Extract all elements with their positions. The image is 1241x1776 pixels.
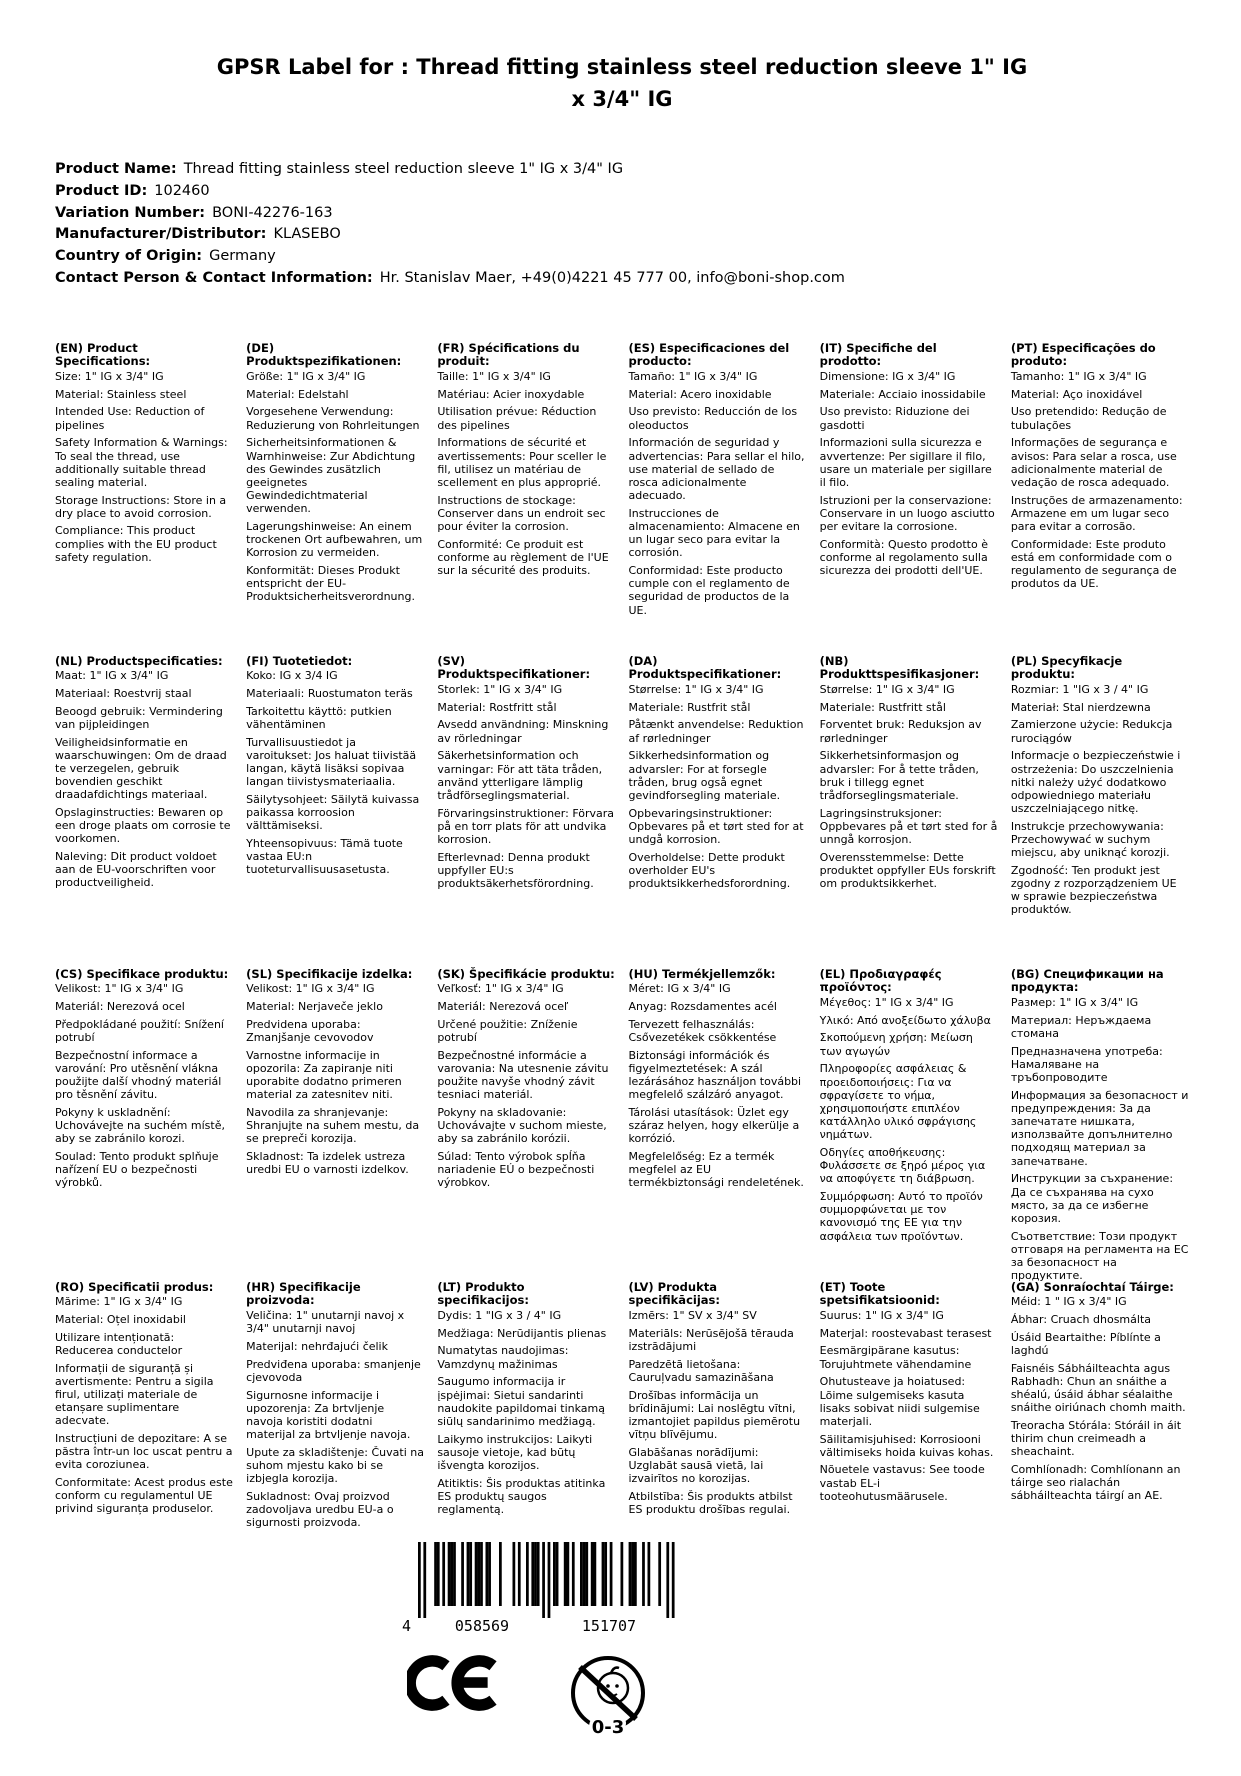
barcode-group1-digits: 058569 [454, 1616, 510, 1634]
language-section-hr [246, 1281, 424, 1534]
spec-paragraph: Suurus: 1" IG x 3/4" IG [819, 1309, 944, 1323]
ean13-barcode [400, 1542, 700, 1634]
language-section-fi [246, 655, 424, 968]
country-of-origin-value: Germany [209, 248, 276, 264]
spec-paragraph: Υλικό: Από ανοξείδωτο χάλυβα [819, 1013, 991, 1027]
spec-paragraph: Vorgesehene Verwendung: Reduzierung von Rohrleitungen [246, 405, 420, 432]
section-body [629, 683, 807, 890]
language-section-en [55, 342, 233, 655]
section-header: (SV) Produktspecifikationer: [437, 653, 591, 682]
section-header: (HU) Termékjellemzők: [628, 966, 776, 981]
spec-paragraph: Informații de siguranță și avertismente: Pentru a sigila firul, utilizați materiale de etanșare suplimentare adecvate. [55, 1361, 214, 1428]
spec-paragraph: Συμμόρφωση: Αυτό το προϊόν συμμορφώνεται με τον κανονισμό της ΕΕ για την ασφάλεια των προϊόντων. [819, 1190, 983, 1243]
page-title: GPSR Label for : Thread fitting stainless steel reduction sleeve 1" IG x 3/4" IG [216, 55, 1028, 111]
spec-paragraph: Material: Aço inoxidável [1010, 387, 1143, 401]
spec-paragraph: Taille: 1" IG x 3/4" IG [437, 370, 551, 384]
section-header: (HR) Specifikacije proizvoda: [246, 1279, 361, 1308]
spec-paragraph: Bezpečnostní informace a varování: Pro utěsnění vlákna použijte další vhodný materiál pro těsnění závitu. [55, 1048, 222, 1102]
spec-paragraph: Opbevaringsinstruktioner: Opbevares på et tørt sted for at undgå korrosion. [628, 806, 804, 846]
section-body [629, 370, 807, 617]
spec-paragraph: Istruzioni per la conservazione: Conservare in un luogo asciutto per evitare la corrosione. [819, 493, 995, 533]
language-sections-grid [55, 342, 1189, 1534]
spec-paragraph: Tamaño: 1" IG x 3/4" IG [628, 370, 758, 384]
spec-paragraph: Lagringsinstruksjoner: Oppbevares på et tørt sted for å unngå korrosjon. [819, 806, 998, 846]
spec-paragraph: Πληροφορίες ασφάλειας & προειδοποιήσεις: Για να σφραγίσετε το νήμα, χρησιμοποιήστε επιπλέον κατάλληλο υλικό σφράγισης νημάτων. [819, 1062, 977, 1142]
spec-paragraph: Größe: 1" IG x 3/4" IG [246, 370, 366, 384]
spec-paragraph: Utilizare intenționată: Reducerea conductelor [55, 1330, 183, 1357]
spec-paragraph: Overholdelse: Dette produkt overholder EU's produktsikkerhedsforordning. [628, 850, 791, 891]
section-body [820, 683, 998, 890]
section-body [55, 669, 233, 889]
section-body [437, 683, 615, 890]
contact-label: Contact Person & Contact Information: [55, 269, 373, 286]
section-header: (ET) Toote spetsifikatsioonid: [819, 1279, 940, 1308]
spec-paragraph: Biztonsági információk és figyelmeztetések: A szál lezárásához használjon további megfelelő szálzáró anyagot. [628, 1048, 802, 1102]
spec-paragraph: Materiaali: Ruostumaton teräs [246, 686, 413, 700]
spec-paragraph: Dydis: 1 "IG x 3 / 4" IG [437, 1309, 562, 1323]
spec-paragraph: Turvallisuustiedot ja varoitukset: Jos haluat tiivistää langan, käytä lisäksi sopivaa langan tiivistysmateriaalia. [246, 735, 417, 789]
section-header: (FI) Tuotetiedot: [246, 653, 353, 668]
language-section-it [820, 342, 998, 655]
barcode-group2-digits: 151707 [581, 1616, 637, 1634]
language-section-et [820, 1281, 998, 1534]
spec-paragraph: Velikost: 1" IG x 3/4" IG [55, 982, 184, 996]
language-section-bg [1011, 968, 1189, 1281]
spec-paragraph: Materiale: Rustfritt stål [819, 700, 946, 714]
spec-paragraph: Informacje o bezpieczeństwie i ostrzeżenia: Do uszczelnienia nitki należy użyć dodatkowo odpowiedniego materiału uszczelniającego nitkę. [1010, 749, 1181, 816]
spec-paragraph: Sikkerhedsinformation og advarsler: For at forsegle tråden, brug også egnet gevindforsegling materiale. [628, 749, 781, 802]
language-section-el [820, 968, 998, 1281]
spec-paragraph: Forventet bruk: Reduksjon av rørledninger [819, 718, 982, 745]
language-section-cs [55, 968, 233, 1281]
spec-paragraph: Laikymo instrukcijos: Laikyti sausoje vietoje, kad būtų išvengta korozijos. [437, 1432, 593, 1472]
spec-paragraph: Materijal: nehrđajući čelik [246, 1339, 388, 1353]
spec-paragraph: Informazioni sulla sicurezza e avvertenze: Per sigillare il filo, usare un materiale per sigillare il filo. [819, 436, 992, 489]
spec-paragraph: Size: 1" IG x 3/4" IG [55, 370, 164, 384]
language-section-ga [1011, 1281, 1189, 1534]
spec-paragraph: Materiale: Acciaio inossidabile [819, 387, 986, 401]
country-of-origin-row [55, 246, 1189, 268]
spec-paragraph: Instrucciones de almacenamiento: Almacene en un lugar seco para evitar la corrosión. [628, 506, 800, 560]
spec-paragraph: Safety Information & Warnings: To seal the thread, use additionally suitable thread sealing material. [55, 436, 228, 489]
spec-paragraph: Uso previsto: Riduzione dei gasdotti [819, 405, 970, 432]
spec-paragraph: Pokyny na skladovanie: Uchovávajte v suchom mieste, aby sa zabránilo korózii. [437, 1105, 607, 1146]
spec-paragraph: Dimensione: IG x 3/4" IG [819, 370, 956, 384]
spec-paragraph: Pokyny k uskladnění: Uchovávejte na suchém místě, aby se zabránilo korozi. [55, 1105, 225, 1146]
section-body [629, 982, 807, 1189]
product-id-label: Product ID: [55, 182, 148, 199]
spec-paragraph: Koko: IG x 3/4 IG [246, 669, 338, 683]
spec-paragraph: Storage Instructions: Store in a dry place to avoid corrosion. [55, 493, 227, 520]
spec-paragraph: Informações de segurança e avisos: Para selar a rosca, use adicionalmente material de vedação de rosca adequado. [1010, 436, 1177, 489]
spec-paragraph: Instrukcje przechowywania: Przechowywać w suchym miejscu, aby uniknąć korozji. [1010, 819, 1170, 860]
spec-paragraph: Avsedd användning: Minskning av rörledningar [437, 718, 609, 745]
section-body [246, 669, 424, 876]
spec-paragraph: Materiāls: Nerūsējošā tērauda izstrādājumi [628, 1326, 794, 1353]
spec-paragraph: Conformité: Ce produit est conforme au règlement de l'UE sur la sécurité des produits. [437, 537, 609, 578]
product-name-label: Product Name: [55, 161, 177, 177]
spec-paragraph: Efterlevnad: Denna produkt uppfyller EU:s produktsäkerhetsförordning. [437, 850, 594, 891]
spec-paragraph: Naleving: Dit product voldoet aan de EU-voorschriften voor productveiligheid. [55, 850, 217, 890]
spec-paragraph: Säilytysohjeet: Säilytä kuivassa paikassa korroosion välttämiseksi. [246, 792, 420, 833]
language-section-hu [629, 968, 807, 1281]
spec-paragraph: Μέγεθος: 1" IG x 3/4" IG [819, 996, 954, 1010]
section-body [1011, 996, 1189, 1282]
spec-paragraph: Предназначена употреба: Намаляване на тръбопроводите [1010, 1044, 1163, 1085]
country-of-origin-label: Country of Origin: [55, 248, 203, 264]
section-header: (LT) Produkto specifikacijos: [437, 1279, 529, 1308]
spec-paragraph: Beoogd gebruik: Vermindering van pijpleidingen [55, 704, 223, 731]
section-body [820, 996, 998, 1243]
section-header: (RO) Specificatii produs: [55, 1279, 214, 1294]
spec-paragraph: Størrelse: 1" IG x 3/4" IG [628, 683, 764, 697]
age-warning-0-3-icon [565, 1652, 651, 1746]
spec-paragraph: Méret: IG x 3/4" IG [628, 982, 731, 996]
spec-paragraph: Eesmärgipärane kasutus: Torujuhtmete vähendamine [819, 1344, 972, 1371]
section-body [1011, 1295, 1189, 1502]
spec-paragraph: Nõuetele vastavus: See toode vastab EL-i tooteohutusmäärusele. [819, 1463, 985, 1503]
spec-paragraph: Mărime: 1" IG x 3/4" IG [55, 1295, 183, 1309]
spec-paragraph: Uso pretendido: Redução de tubulações [1010, 405, 1167, 432]
spec-paragraph: Material: Acero inoxidable [628, 387, 772, 401]
spec-paragraph: Varnostne informacije in opozorila: Za zapiranje niti uporabite dodatno primeren material za zatesnitev niti. [246, 1048, 402, 1102]
variation-number-value: BONI-42276-163 [212, 204, 333, 221]
language-section-pt [1011, 342, 1189, 655]
spec-paragraph: Material: Oțel inoxidabil [55, 1312, 186, 1326]
product-id-value: 102460 [154, 182, 210, 199]
spec-paragraph: Material: Nerjaveče jeklo [246, 999, 383, 1013]
spec-paragraph: Veličina: 1" unutarnji navoj x 3/4" unutarnji navoj [246, 1309, 405, 1336]
spec-paragraph: Velikost: 1" IG x 3/4" IG [246, 982, 375, 996]
spec-paragraph: Izmērs: 1" SV x 3/4" SV [628, 1309, 757, 1323]
section-header: (BG) Спецификации на продукта: [1010, 966, 1164, 995]
spec-paragraph: Conformità: Questo prodotto è conforme al regolamento sulla sicurezza dei prodotti dell'UE. [819, 537, 988, 578]
spec-paragraph: Medžiaga: Nerūdijantis plienas [437, 1326, 607, 1340]
section-header: (EN) Product Specifications: [55, 340, 151, 369]
spec-paragraph: Intended Use: Reduction of pipelines [55, 405, 205, 432]
product-name-value: Thread fitting stainless steel reduction sleeve 1" IG x 3/4" IG [183, 161, 624, 177]
spec-paragraph: Instrucțiuni de depozitare: A se păstra într-un loc uscat pentru a evita coroziunea. [55, 1431, 233, 1472]
spec-paragraph: Overensstemmelse: Dette produktet oppfyller EUs forskrift om produktsikkerhet. [819, 850, 996, 891]
barcode-left-digit: 4 [402, 1616, 412, 1634]
section-header: (PL) Specyfikacje produktu: [1010, 653, 1123, 682]
spec-paragraph: Glabāšanas norādījumi: Uzglabāt sausā vietā, lai izvairītos no korozijas. [628, 1445, 764, 1486]
spec-paragraph: Méid: 1 " IG x 3/4" IG [1010, 1295, 1127, 1309]
section-header: (CS) Specifikace produktu: [55, 966, 229, 981]
compliance-symbols [407, 1652, 1189, 1746]
product-id-row [55, 181, 1189, 203]
spec-paragraph: Atbilstība: Šis produkts atbilst ES produktu drošības regulai. [628, 1489, 793, 1517]
spec-paragraph: Megfelelőség: Ez a termék megfelel az EU termékbiztonsági rendeletének. [628, 1149, 804, 1190]
spec-paragraph: Información de seguridad y advertencias: Para sellar el hilo, use material de sellado de rosca adicionalmente adecuado. [628, 436, 805, 503]
spec-paragraph: Skladnost: Ta izdelek ustreza uredbi EU o varnosti izdelkov. [246, 1149, 409, 1177]
section-header: (DA) Produktspecifikationer: [628, 653, 782, 682]
spec-paragraph: Conformidade: Este produto está em conformidade com o regulamento de segurança de produtos da UE. [1010, 537, 1177, 591]
spec-paragraph: Påtænkt anvendelse: Reduktion af rørledninger [628, 718, 804, 745]
spec-paragraph: Säkerhetsinformation och varningar: För att täta tråden, använd ytterligare lämplig trådförseglingsmaterial. [437, 749, 603, 802]
spec-paragraph: Saugumo informacija ir įspėjimai: Sietui sandarinti naudokite papildomai tinkamą siūlų sandarinimo medžiagą. [437, 1375, 605, 1428]
spec-paragraph: Material: Stainless steel [55, 387, 187, 401]
spec-paragraph: Predviđena uporaba: smanjenje cjevovoda [246, 1357, 421, 1384]
spec-paragraph: Instructions de stockage: Conserver dans un endroit sec pour éviter la corrosion. [437, 493, 606, 533]
spec-paragraph: Tamanho: 1" IG x 3/4" IG [1010, 370, 1147, 384]
language-section-nl [55, 655, 233, 968]
language-section-sk [437, 968, 615, 1281]
section-body [246, 370, 424, 604]
manufacturer-row [55, 224, 1189, 246]
section-header: (SK) Špecifikácie produktu: [437, 966, 615, 981]
spec-paragraph: Sicherheitsinformationen & Warnhinweise: Zur Abdichtung des Gewindes zusätzlich geeignetes Gewindedichtmaterial verwenden. [246, 436, 416, 516]
spec-paragraph: Anyag: Rozsdamentes acél [628, 999, 777, 1013]
contact-value: Hr. Stanislav Maer, +49(0)4221 45 777 00, info@boni-shop.com [379, 269, 845, 286]
section-header: (EL) Προδιαγραφές προϊόντος: [819, 966, 942, 995]
spec-paragraph: Zgodność: Ten produkt jest zgodny z rozporządzeniem UE w sprawie bezpieczeństwa produktów. [1010, 863, 1177, 917]
spec-paragraph: Maat: 1" IG x 3/4" IG [55, 669, 169, 683]
spec-paragraph: Atitiktis: Šis produktas atitinka ES produktų saugos reglamentą. [437, 1476, 606, 1517]
spec-paragraph: Úsáid Beartaithe: Píblínte a laghdú [1010, 1330, 1161, 1357]
language-section-lv [629, 1281, 807, 1534]
spec-paragraph: Veľkosť: 1" IG x 3/4" IG [437, 982, 564, 996]
spec-paragraph: Tervezett felhasználás: Csővezetékek csökkentése [628, 1017, 777, 1044]
section-body [55, 370, 233, 564]
spec-paragraph: Matériau: Acier inoxydable [437, 387, 585, 401]
spec-paragraph: Treoracha Stórála: Stóráil in áit thirim chun creimeadh a sheachaint. [1010, 1418, 1182, 1459]
language-section-ro [55, 1281, 233, 1534]
spec-paragraph: Súlad: Tento výrobok spĺňa nariadenie EÚ o bezpečnosti výrobkov. [437, 1149, 595, 1190]
spec-paragraph: Информация за безопасност и предупреждения: За да запечатате нишката, използвайте допълнително подходящ материал за запечатване. [1010, 1088, 1189, 1168]
spec-paragraph: Navodila za shranjevanje: Shranjujte na suhem mestu, da se prepreči korozija. [246, 1105, 420, 1146]
spec-paragraph: Predvidena uporaba: Zmanjšanje cevovodov [246, 1017, 374, 1044]
section-header: (SL) Specifikacije izdelka: [246, 966, 413, 981]
spec-paragraph: Instruções de armazenamento: Armazene em um lugar seco para evitar a corrosão. [1010, 493, 1183, 533]
language-section-fr [437, 342, 615, 655]
spec-paragraph: Předpokládané použití: Snížení potrubí [55, 1017, 224, 1044]
section-header: (NL) Productspecificaties: [55, 653, 223, 668]
spec-paragraph: Ohutusteave ja hoiatused: Lõime sulgemiseks kasuta lisaks sobivat niidi sulgemise materjali. [819, 1375, 980, 1428]
product-info [55, 159, 1189, 290]
section-body [437, 370, 615, 577]
section-header: (FR) Spécifications du produit: [437, 340, 580, 369]
language-section-es [629, 342, 807, 655]
spec-paragraph: Материал: Неръждаема стомана [1010, 1013, 1152, 1040]
section-body [1011, 683, 1189, 917]
spec-paragraph: Opslaginstructies: Bewaren op een droge plaats om corrosie te voorkomen. [55, 805, 231, 846]
spec-paragraph: Lagerungshinweise: An einem trockenen Ort aufbewahren, um Korrosion zu vermeiden. [246, 519, 423, 560]
spec-paragraph: Storlek: 1" IG x 3/4" IG [437, 683, 563, 697]
section-body [246, 982, 424, 1176]
section-header: (ES) Especificaciones del producto: [628, 340, 790, 369]
spec-paragraph: Ábhar: Cruach dhosmálta [1010, 1312, 1151, 1326]
spec-paragraph: Съответствие: Този продукт отговаря на регламента на ЕС за безопасност на продуктите. [1010, 1229, 1189, 1283]
section-body [820, 1309, 998, 1503]
spec-paragraph: Numatytas naudojimas: Vamzdynų mažinimas [437, 1344, 569, 1371]
spec-paragraph: Materjal: roostevabast terasest [819, 1326, 992, 1340]
spec-paragraph: Conformitate: Acest produs este conform cu regulamentul UE privind siguranța produselor. [55, 1476, 233, 1516]
spec-paragraph: Tárolási utasítások: Üzlet egy száraz helyen, hogy elkerülje a korrózió. [628, 1105, 800, 1146]
section-body [437, 1309, 615, 1516]
spec-paragraph: Materiál: Nerezová ocel [55, 999, 185, 1013]
contact-row [55, 268, 1189, 290]
spec-paragraph: Sukladnost: Ovaj proizvod zadovoljava uredbu EU-a o sigurnosti proizvoda. [246, 1489, 394, 1530]
section-header: (PT) Especificações do produto: [1010, 340, 1156, 369]
section-body [820, 370, 998, 577]
age-warning-label: 0-3 [591, 1716, 625, 1738]
section-header: (NB) Produkttspesifikasjoner: [819, 653, 980, 682]
spec-paragraph: Tarkoitettu käyttö: putkien vähentäminen [246, 704, 392, 731]
spec-paragraph: Materiaal: Roestvrij staal [55, 686, 192, 700]
spec-paragraph: Σκοπούμενη χρήση: Μείωση των αγωγών [819, 1031, 973, 1058]
spec-paragraph: Materiale: Rustfrit stål [628, 700, 751, 714]
spec-paragraph: Comhlíonadh: Comhlíonann an táirge seo rialachán sábháilteachta táirgí an AE. [1010, 1462, 1181, 1503]
spec-paragraph: Compliance: This product complies with the EU product safety regulation. [55, 524, 217, 564]
spec-paragraph: Sigurnosne informacije i upozorenja: Za brtvljenje navoja koristiti dodatni materijal za brtvljenje navoja. [246, 1388, 411, 1442]
spec-paragraph: Οδηγίες αποθήκευσης: Φυλάσσετε σε ξηρό μέρος για να αποφύγετε τη διάβρωση. [819, 1145, 986, 1186]
spec-paragraph: Faisnéis Sábháilteachta agus Rabhadh: Chun an snáithe a shéalú, úsáid ábhar séalaithe snáithe oiriúnach chomh maith. [1010, 1361, 1186, 1415]
section-header: (DE) Produktspezifikationen: [246, 340, 402, 369]
section-body [1011, 370, 1189, 590]
language-section-pl [1011, 655, 1189, 968]
spec-paragraph: Размер: 1" IG x 3/4" IG [1010, 996, 1139, 1010]
section-header: (IT) Specifiche del prodotto: [819, 340, 937, 369]
spec-paragraph: Paredzētā lietošana: Cauruļvadu samazināšana [628, 1357, 774, 1384]
spec-paragraph: Materiał: Stal nierdzewna [1010, 700, 1151, 714]
spec-paragraph: Инструкции за съхранение: Да се съхранява на сухо място, за да се избегне корозия. [1010, 1172, 1174, 1225]
variation-number-label: Variation Number: [55, 204, 206, 221]
section-body [55, 982, 233, 1189]
spec-paragraph: Størrelse: 1" IG x 3/4" IG [819, 683, 955, 697]
manufacturer-value: KLASEBO [273, 226, 341, 243]
product-name-row [55, 159, 1189, 181]
section-body [55, 1295, 233, 1515]
spec-paragraph: Rozmiar: 1 "IG x 3 / 4" IG [1010, 683, 1149, 697]
spec-paragraph: Informations de sécurité et avertissements: Pour sceller le fil, utilisez un matériau de scellement en plus approprié. [437, 436, 607, 489]
spec-paragraph: Yhteensopivuus: Tämä tuote vastaa EU:n tuoteturvallisuusasetusta. [246, 836, 403, 877]
language-section-lt [437, 1281, 615, 1534]
spec-paragraph: Soulad: Tento produkt splňuje nařízení EU o bezpečnosti výrobků. [55, 1149, 219, 1190]
spec-paragraph: Bezpečnostné informácie a varovania: Na utesnenie závitu použite navyše vhodný závit tesniaci materiál. [437, 1048, 609, 1102]
spec-paragraph: Drošības informācija un brīdinājumi: Lai noslēgtu vītni, izmantojiet papildus piemērotu vītņu blīvējumu. [628, 1388, 801, 1442]
section-body [246, 1309, 424, 1529]
barcode-bars [418, 1542, 675, 1618]
spec-paragraph: Säilitamisjuhised: Korrosiooni vältimiseks hoida kuivas kohas. [819, 1432, 994, 1459]
spec-paragraph: Určené použitie: Zníženie potrubí [437, 1017, 578, 1044]
section-header: (GA) Sonraíochtaí Táirge: [1010, 1279, 1174, 1294]
manufacturer-label: Manufacturer/Distributor: [55, 226, 267, 243]
spec-paragraph: Conformidad: Este producto cumple con el reglamento de seguridad de productos de la UE. [628, 564, 790, 617]
section-header: (LV) Produkta specifikācijas: [628, 1279, 720, 1308]
section-body [629, 1309, 807, 1516]
language-section-de [246, 342, 424, 655]
language-section-nb [820, 655, 998, 968]
spec-paragraph: Uso previsto: Reducción de los oleoductos [628, 405, 798, 432]
language-section-sv [437, 655, 615, 968]
spec-paragraph: Upute za skladištenje: Čuvati na suhom mjestu kako bi se izbjegla korozija. [246, 1445, 424, 1486]
spec-paragraph: Veiligheidsinformatie en waarschuwingen: Om de draad te verzegelen, gebruik bovendien geschikt draadafdichtings materiaal. [55, 735, 227, 802]
barcode-svg [400, 1542, 680, 1634]
language-section-sl [246, 968, 424, 1281]
spec-paragraph: Förvaringsinstruktioner: Förvara på en torr plats för att undvika korrosion. [437, 806, 615, 846]
variation-number-row [55, 203, 1189, 225]
spec-paragraph: Material: Edelstahl [246, 387, 349, 401]
section-body [437, 982, 615, 1189]
spec-paragraph: Utilisation prévue: Réduction des pipelines [437, 405, 597, 432]
spec-paragraph: Sikkerhetsinformasjon og advarsler: For å tette tråden, bruk i tillegg egnet trådforseglingsmateriale. [819, 749, 979, 802]
spec-paragraph: Material: Rostfritt stål [437, 700, 557, 714]
spec-paragraph: Materiál: Nerezová oceľ [437, 999, 569, 1013]
spec-paragraph: Zamierzone użycie: Redukcja rurociągów [1010, 718, 1173, 745]
language-section-da [629, 655, 807, 968]
spec-paragraph: Konformität: Dieses Produkt entspricht der EU-Produktsicherheitsverordnung. [246, 564, 415, 604]
ce-mark-icon [407, 1652, 503, 1714]
